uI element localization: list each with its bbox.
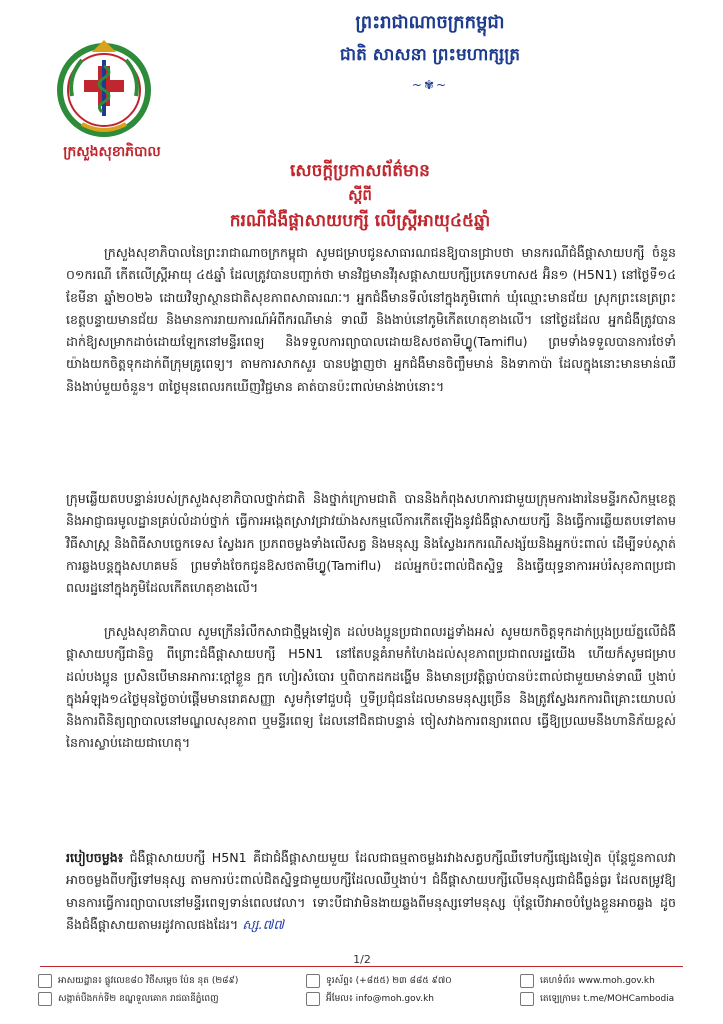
footer-website[interactable]: គេហទំព័រ៖ www.moh.gov.kh [540, 976, 655, 986]
transmission-label: របៀបចម្លង៖ [66, 850, 124, 865]
telegram-icon [520, 992, 534, 1006]
transmission-text: ជំងឺផ្ដាសាយបក្សី H5N1 គឺជាជំងឺផ្ដាសាយមួយ ដែលជាធម្មតាចម្លងរវាងសត្វបក្សីឈឺទៅបក្សីផ្សេងទៀត ប៉ុន្តែជួនកាលវាអាចចម្លងពីបក្សីទៅមនុស្ស តាមការប៉ះពាល់ជិតស្និទ្ធជាមួយបក្សីដែលឈឺឬងាប់។ ជំងឺផ្ដាសាយបក្សីលើមនុស្សជាជំងឺធ្ងន់ធ្ងរ ដែលតម្រូវឱ្យមានការធ្វើការព្យាបាលនៅមន្ទីរពេទ្យទាន់ពេលវេលា។ ទោះបីជាវាមិនងាយឆ្លងពីមនុស្សទៅមនុស្ស ប៉ុន្តែបើវាអាចបំប្លែងខ្លួនអាចឆ្លង ដូចនឹងជំងឺផ្ដាសាយតាមរដូវកាលផងដែរ។ [66, 850, 676, 932]
footer-telegram[interactable]: តេឡេក្រាម៖ t.me/MOHCambodia [540, 994, 675, 1004]
ornament-divider: ~✾~ [411, 78, 449, 92]
footer-email[interactable]: អ៊ីមែល៖ info@moh.gov.kh [326, 994, 435, 1004]
page-number: 1/2 [353, 953, 371, 966]
paragraph-transmission [66, 847, 676, 937]
kingdom-heading: ព្រះរាជាណាចក្រកម្ពុជា [355, 12, 505, 33]
footer-address-line2: សង្កាត់បឹងកក់ទី២ ខណ្ឌទួលគោក រាជធានីភ្នំពេញ [58, 994, 219, 1004]
footer-divider [40, 966, 683, 967]
paragraph-public-advice: ក្រសួងសុខាភិបាល សូមក្រើនរំលឹកសាជាថ្មីម្ដងទៀត ដល់បងប្អូនប្រជាពលរដ្ឋទាំងអស់ សូមយកចិត្តទុកដាក់ប្រុងប្រយ័ត្នលើជំងឺផ្ដាសាយបក្សីជានិច្ច ពីព្រោះជំងឺផ្ដាសាយបក្សី H5N1 នៅតែបន្តគំរាមកំហែងដល់សុខភាពប្រជាពលរដ្ឋយើង ហើយក៏សូមជម្រាបដល់បងប្អូន ប្រសិនបើមានអាការៈក្ដៅខ្លួន ក្អក ហៀរសំបោរ ឬពិបាកដកដង្ហើម និងមានប្រវត្តិធ្លាប់បានប៉ះពាល់ជាមួយមាន់ទាឈឺ ឬងាប់ក្នុងអំឡុង១៤ថ្ងៃមុនថ្ងៃចាប់ផ្ដើមមានរោគសញ្ញា សូមកុំទៅជួបជុំ ឬទីប្រជុំជនដែលមានមនុស្សច្រើន និងត្រូវស្វែងរកការពិគ្រោះយោបល់ និងការពិនិត្យព្យាបាលនៅមណ្ឌលសុខភាព ឬមន្ទីរពេទ្យ ដែលនៅជិតជាបន្ទាន់ ចៀសវាងការពន្យារពេល ធ្វើឱ្យប្រឈមនឹងហានិភ័យខ្ពស់នៃការស្លាប់ដោយជាហេតុ។ [66, 624, 676, 751]
globe-icon [520, 974, 534, 988]
document-subject: ករណីជំងឺផ្ដាសាយបក្សី លើស្ត្រីអាយុ៤៥ឆ្នាំ [229, 211, 491, 231]
national-motto: ជាតិ សាសនា ព្រះមហាក្សត្រ [339, 45, 521, 65]
building-icon [38, 992, 52, 1006]
footer-address-line1: អាសយដ្ឋាន៖ ផ្លូវលេខ៨០ វិថីសម្ដេច ប៉ែន នុត (២៨៩) [58, 976, 239, 986]
footer-phone: ទូរស័ព្ទ៖ (+៨៥៥) ២៣ ៨៨៥ ៩៧០ [326, 976, 452, 986]
location-icon [38, 974, 52, 988]
email-icon [306, 992, 320, 1006]
ministry-of-health-logo [52, 36, 156, 140]
document-title-about: ស្ដីពី [348, 186, 372, 204]
initial-signature: ស្ស.៧៧ [242, 917, 284, 933]
document-title: សេចក្ដីប្រកាសព័ត៌មាន [290, 161, 430, 181]
paragraph-case-report: ក្រសួងសុខាភិបាលនៃព្រះរាជាណាចក្រកម្ពុជា សូមជម្រាបជូនសាធារណជនឱ្យបានជ្រាបថា មានករណីជំងឺផ្ដាសាយបក្សី ចំនួន ០១ករណី កើតលើស្ត្រីអាយុ ៤៥ឆ្នាំ ដែលត្រូវបានបញ្ជាក់ថា មានវិជ្ជមានវីរុសផ្ដាសាយបក្សីប្រភេទហាស៥ អ៊ិន១ (H5N1) នៅថ្ងៃទី១៤ ខែមីនា ឆ្នាំ២០២៦ ដោយវិទ្យាស្ថានជាតិសុខភាពសាធារណៈ។ អ្នកជំងឺមានទីលំនៅក្នុងភូមិពោក់ ឃុំឈ្មោះមានជ័យ ស្រុកព្រះនេត្រព្រះ ខេត្តបន្ទាយមានជ័យ និងមានការរាយការណ៍អំពីករណីមាន់ ទាឈឺ និងងាប់នៅភូមិកើតហេតុខាងលើ។ នៅថ្ងៃដដែល អ្នកជំងឺត្រូវបានដាក់ឱ្យសម្រាកដាច់ដោយឡែកនៅមន្ទីរពេទ្យ និងទទួលការព្យាបាលដោយឱសថតាមីហ្វ្លូ(Tamiflu) ព្រមទាំងទទួលបានការថែទាំយ៉ាងយកចិត្តទុកដាក់ពីក្រុមគ្រូពេទ្យ។ តាមការសាកសួរ បានបង្ហាញថា អ្នកជំងឺមានចិញ្ចឹមមាន់ និងទាកាប៉ា ដែលក្នុងនោះមានមាន់ឈឺ និងងាប់មួយចំនួន។ ៣ថ្ងៃមុនពេលរកឃើញវិជ្ជមាន គាត់បានប៉ះពាល់មាន់ងាប់នោះ។ [66, 245, 676, 394]
phone-icon [306, 974, 320, 988]
ministry-name: ក្រសួងសុខាភិបាល [63, 144, 161, 160]
paragraph-response-team: ក្រុមឆ្លើយតបបន្ទាន់របស់ក្រសួងសុខាភិបាលថ្នាក់ជាតិ និងថ្នាក់ក្រោមជាតិ បាននិងកំពុងសហការជាមួយក្រុមការងារនៃមន្ទីរកសិកម្មខេត្តនិងអាជ្ញាធរមូលដ្ឋានគ្រប់លំដាប់ថ្នាក់ ធ្វើការអង្កេតស្រាវជ្រាវយ៉ាងសកម្មលើការកើតឡើងនូវជំងឺផ្ដាសាយបក្សី និងធ្វើការឆ្លើយតបទៅតាមវិធីសាស្ត្រ និងពិធីសាបច្ចេកទេស ស្វែងរក ប្រភពចម្លងទាំងលើសត្វ និងមនុស្ស និងស្វែងរកករណីសង្ស័យនិងអ្នកប៉ះពាល់ ដើម្បីទប់ស្កាត់ការឆ្លងបន្តក្នុងសហគមន៍ ព្រមទាំងចែកជូនឱសថតាមីហ្វ្លូ(Tamiflu) ដល់អ្នកប៉ះពាល់ជិតស្និទ្ធ និងធ្វើយុទ្ធនាការអប់រំសុខភាពប្រជាពលរដ្ឋនៅក្នុងភូមិដែលកើតហេតុខាងលើ។ [66, 491, 676, 596]
